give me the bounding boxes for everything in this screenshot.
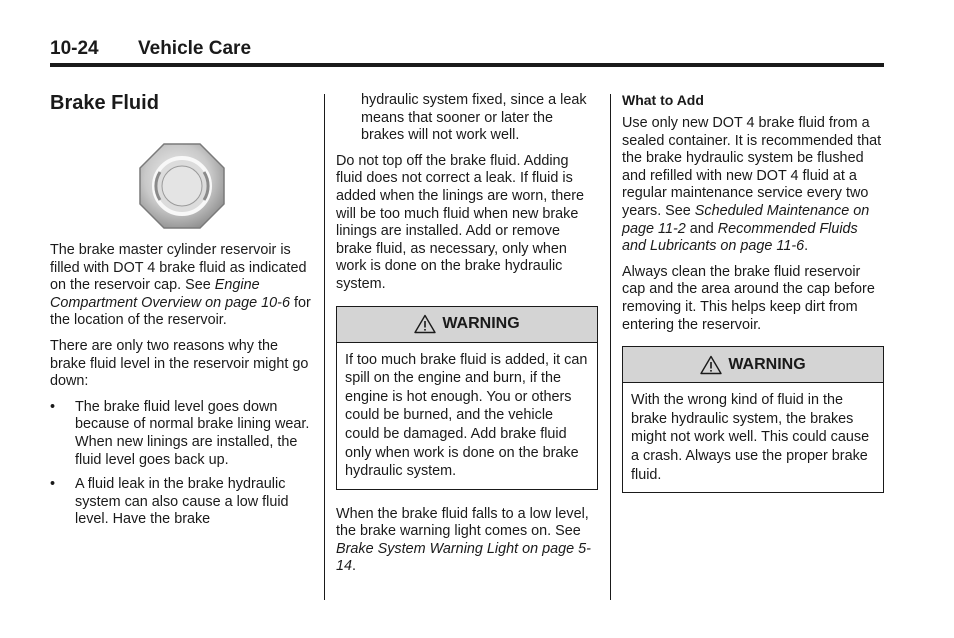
column-3 — [622, 92, 884, 509]
warning-box — [336, 306, 598, 490]
bullet-marker: • — [50, 476, 56, 493]
xref-brake-warning-light[interactable]: Brake System Warning Light on page 5-14 — [336, 540, 591, 575]
intro-paragraph: The brake master cylinder reservoir is filled with DOT 4 brake fluid as indicated on the reservoir cap. See Engine Compartment Overview on page 10-6 for the location of the reservoir. — [50, 242, 311, 329]
column-1 — [50, 92, 312, 537]
list-item: • The brake fluid level goes down because of normal brake lining wear. When new linings are installed, the fluid level goes back up. — [50, 398, 310, 468]
column-divider-2 — [610, 94, 611, 600]
column-divider-1 — [324, 94, 325, 600]
reasons-paragraph: There are only two reasons why the brake fluid level in the reservoir might go down: — [50, 337, 309, 390]
fluid-type-paragraph: Use only new DOT 4 brake fluid from a sealed container. It is recommended that the brake hydraulic system be flushed and refilled with new DOT 4 fluid at a regular maintenance service every two years. See Scheduled Maintenance on page 11-2 and Recommended Fluids and Lubricants on page 11-6. — [622, 115, 882, 255]
warning-label: WARNING — [442, 315, 520, 333]
xref-recommended-fluids[interactable]: Recommended Fluids and Lubricants on page 11-6 — [622, 220, 858, 255]
header-rule — [50, 63, 884, 67]
warning-triangle-icon — [414, 314, 436, 334]
reasons-list — [50, 399, 312, 529]
warning-triangle-icon — [700, 355, 722, 375]
xref-engine-compartment[interactable]: Engine Compartment Overview on page 10-6 — [50, 277, 290, 311]
bullet-marker: • — [50, 398, 56, 415]
warning-box — [622, 346, 884, 493]
page-header — [50, 38, 884, 64]
page-number: 10-24 — [50, 38, 99, 59]
warning-text: If too much brake fluid is added, it can spill on the engine and burn, if the engine is hot enough. You or others could be burned, and the vehicle could be damaged. Add brake fluid only when work is done on the brake hydraulic system. — [345, 351, 588, 480]
section-title: Vehicle Care — [138, 38, 252, 59]
warning-light-paragraph: When the brake fluid falls to a low level, the brake warning light comes on. See Brake System Warning Light on page 5-14. — [336, 505, 591, 575]
xref-scheduled-maintenance[interactable]: Scheduled Maintenance on page 11-2 — [622, 202, 870, 237]
article-title: Brake Fluid — [50, 92, 159, 114]
list-item: • A fluid leak in the brake hydraulic system can also cause a low fluid level. Have the brake — [50, 476, 289, 528]
subheading-what-to-add: What to Add — [622, 92, 704, 108]
warning-label: WARNING — [728, 355, 806, 373]
column-2 — [336, 92, 598, 584]
warning-header — [337, 307, 597, 343]
brake-fluid-reservoir-cap-icon — [138, 142, 226, 230]
top-off-paragraph: Do not top off the brake fluid. Adding fluid does not correct a leak. If fluid is added when the linings are worn, there will be too much fluid when new brake linings are installed. Add or remove brake fluid, as necessary, only when work is done on the brake hydraulic system. — [336, 152, 584, 292]
warning-header — [623, 347, 883, 383]
list-item-continuation: hydraulic system fixed, since a leak means that sooner or later the brakes will not work well. — [361, 92, 587, 144]
clean-cap-paragraph: Always clean the brake fluid reservoir cap and the area around the cap before removing it. This helps keep dirt from entering the reservoir. — [622, 263, 875, 333]
warning-text: With the wrong kind of fluid in the brake hydraulic system, the brakes might not work well. This could cause a crash. Always use the proper brake fluid. — [631, 392, 870, 483]
